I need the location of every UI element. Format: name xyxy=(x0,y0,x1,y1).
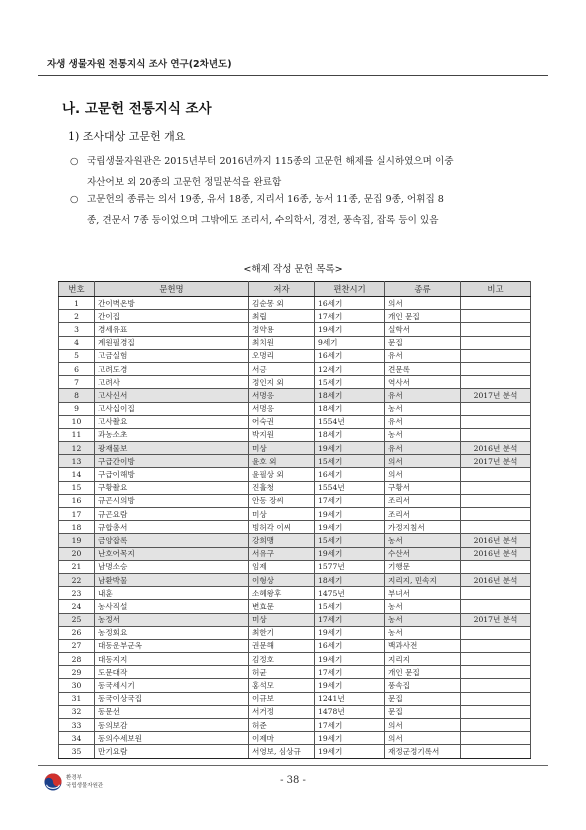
row-note-cell xyxy=(461,666,531,679)
row-title-cell: 구급이해방 xyxy=(95,468,249,481)
row-type-cell: 재정군정기록서 xyxy=(385,745,461,758)
row-type-cell: 농서 xyxy=(385,428,461,441)
row-period-cell: 19세기 xyxy=(315,626,385,639)
row-number-cell: 14 xyxy=(59,468,95,481)
row-title-cell: 농정회요 xyxy=(95,626,249,639)
row-note-cell xyxy=(461,428,531,441)
page-number: - 38 - xyxy=(280,775,306,786)
row-period-cell: 17세기 xyxy=(315,666,385,679)
row-period-cell: 15세기 xyxy=(315,455,385,468)
row-number-cell: 3 xyxy=(59,323,95,336)
table-row xyxy=(59,468,531,481)
row-author-cell: 김순몽 외 xyxy=(249,297,315,310)
row-note-cell xyxy=(461,323,531,336)
table-row xyxy=(59,534,531,547)
row-title-cell: 간이벽온방 xyxy=(95,297,249,310)
table-row xyxy=(59,336,531,349)
row-type-cell: 유서 xyxy=(385,349,461,362)
table-row xyxy=(59,547,531,560)
row-type-cell: 지리지, 민속지 xyxy=(385,573,461,586)
row-number-cell: 33 xyxy=(59,719,95,732)
row-number-cell: 28 xyxy=(59,653,95,666)
row-author-cell: 빙허각 이씨 xyxy=(249,521,315,534)
row-type-cell: 농서 xyxy=(385,402,461,415)
row-number-cell: 32 xyxy=(59,705,95,718)
column-header-type: 종류 xyxy=(385,282,461,297)
row-type-cell: 의서 xyxy=(385,468,461,481)
row-author-cell: 서영보, 심상규 xyxy=(249,745,315,758)
row-title-cell: 고금실험 xyxy=(95,349,249,362)
row-title-cell: 난호어목지 xyxy=(95,547,249,560)
table-row xyxy=(59,653,531,666)
row-note-cell xyxy=(461,719,531,732)
row-note-cell xyxy=(461,705,531,718)
header-divider xyxy=(38,75,548,76)
table-row xyxy=(59,442,531,455)
row-author-cell: 서명응 xyxy=(249,389,315,402)
row-number-cell: 34 xyxy=(59,732,95,745)
row-number-cell: 26 xyxy=(59,626,95,639)
row-number-cell: 5 xyxy=(59,349,95,362)
row-period-cell: 19세기 xyxy=(315,732,385,745)
document-list-table xyxy=(58,281,531,759)
bullet-2-line-2: 종, 견문서 7종 등이었으며 그밖에도 조리서, 수의학서, 경전, 풍속집, 잡록 등이 있음 xyxy=(87,215,439,226)
row-author-cell: 김정호 xyxy=(249,653,315,666)
row-type-cell: 조리서 xyxy=(385,508,461,521)
row-author-cell: 박지원 xyxy=(249,428,315,441)
row-title-cell: 남명소승 xyxy=(95,560,249,573)
row-title-cell: 과농소초 xyxy=(95,428,249,441)
table-row xyxy=(59,560,531,573)
row-period-cell: 1577년 xyxy=(315,560,385,573)
table-row xyxy=(59,428,531,441)
row-author-cell: 어숙권 xyxy=(249,415,315,428)
row-number-cell: 19 xyxy=(59,534,95,547)
row-period-cell: 16세기 xyxy=(315,297,385,310)
row-note-cell xyxy=(461,508,531,521)
row-author-cell: 정약용 xyxy=(249,323,315,336)
table-row xyxy=(59,600,531,613)
row-author-cell: 소혜왕후 xyxy=(249,587,315,600)
row-author-cell: 강희맹 xyxy=(249,534,315,547)
row-type-cell: 지리지 xyxy=(385,653,461,666)
row-title-cell: 동의수세보원 xyxy=(95,732,249,745)
row-author-cell: 서긍 xyxy=(249,362,315,375)
row-number-cell: 30 xyxy=(59,679,95,692)
row-title-cell: 규곤시의방 xyxy=(95,494,249,507)
row-author-cell: 허준 xyxy=(249,719,315,732)
row-note-cell xyxy=(461,297,531,310)
table-row xyxy=(59,705,531,718)
row-number-cell: 17 xyxy=(59,508,95,521)
row-number-cell: 23 xyxy=(59,587,95,600)
row-period-cell: 16세기 xyxy=(315,349,385,362)
table-row xyxy=(59,679,531,692)
row-type-cell: 실학서 xyxy=(385,323,461,336)
row-title-cell: 규합총서 xyxy=(95,521,249,534)
row-period-cell: 19세기 xyxy=(315,442,385,455)
row-author-cell: 최치원 xyxy=(249,336,315,349)
row-title-cell: 내훈 xyxy=(95,587,249,600)
row-note-cell: 2016년 분석 xyxy=(461,442,531,455)
row-number-cell: 10 xyxy=(59,415,95,428)
row-title-cell: 남환박물 xyxy=(95,573,249,586)
row-period-cell: 9세기 xyxy=(315,336,385,349)
row-number-cell: 21 xyxy=(59,560,95,573)
row-number-cell: 15 xyxy=(59,481,95,494)
row-author-cell: 서거정 xyxy=(249,705,315,718)
table-row xyxy=(59,310,531,323)
row-title-cell: 동국세시기 xyxy=(95,679,249,692)
row-period-cell: 18세기 xyxy=(315,402,385,415)
column-header-title: 문헌명 xyxy=(95,282,249,297)
table-row xyxy=(59,745,531,758)
row-title-cell: 경세유표 xyxy=(95,323,249,336)
row-period-cell: 17세기 xyxy=(315,613,385,626)
row-note-cell xyxy=(461,415,531,428)
row-period-cell: 1554년 xyxy=(315,481,385,494)
row-number-cell: 6 xyxy=(59,362,95,375)
row-period-cell: 15세기 xyxy=(315,600,385,613)
row-number-cell: 7 xyxy=(59,376,95,389)
subsection-heading: 1) 조사대상 고문헌 개요 xyxy=(68,130,186,143)
row-title-cell: 농정서 xyxy=(95,613,249,626)
row-type-cell: 견문록 xyxy=(385,362,461,375)
row-author-cell: 안동 장씨 xyxy=(249,494,315,507)
table-row xyxy=(59,692,531,705)
row-note-cell xyxy=(461,587,531,600)
row-note-cell xyxy=(461,349,531,362)
row-title-cell: 도문대작 xyxy=(95,666,249,679)
row-type-cell: 농서 xyxy=(385,626,461,639)
row-period-cell: 19세기 xyxy=(315,679,385,692)
row-title-cell: 광재물보 xyxy=(95,442,249,455)
row-number-cell: 9 xyxy=(59,402,95,415)
row-note-cell xyxy=(461,362,531,375)
table-row xyxy=(59,362,531,375)
bullet-1-line-2: 자산어보 외 20종의 고문헌 정밀분석을 완료함 xyxy=(87,177,282,188)
row-author-cell: 이제마 xyxy=(249,732,315,745)
row-note-cell: 2017년 분석 xyxy=(461,455,531,468)
table-row xyxy=(59,521,531,534)
row-author-cell: 미상 xyxy=(249,613,315,626)
row-type-cell: 의서 xyxy=(385,455,461,468)
row-title-cell: 구급간이방 xyxy=(95,455,249,468)
row-author-cell: 오명리 xyxy=(249,349,315,362)
table-row xyxy=(59,323,531,336)
row-period-cell: 18세기 xyxy=(315,573,385,586)
row-title-cell: 동의보감 xyxy=(95,719,249,732)
row-number-cell: 27 xyxy=(59,639,95,652)
table-row xyxy=(59,481,531,494)
row-note-cell xyxy=(461,402,531,415)
row-type-cell: 풍속집 xyxy=(385,679,461,692)
column-header-note: 비고 xyxy=(461,282,531,297)
row-period-cell: 17세기 xyxy=(315,719,385,732)
row-type-cell: 역사서 xyxy=(385,376,461,389)
row-type-cell: 유서 xyxy=(385,389,461,402)
row-type-cell: 의서 xyxy=(385,297,461,310)
bullet-2-line-1: 고문헌의 종류는 의서 19종, 유서 18종, 지리서 16종, 농서 11종, 문집 9종, 어휘집 8 xyxy=(87,194,444,205)
row-note-cell xyxy=(461,481,531,494)
row-period-cell: 1241년 xyxy=(315,692,385,705)
row-author-cell: 권문해 xyxy=(249,639,315,652)
section-heading: 나. 고문헌 전통지식 조사 xyxy=(62,101,212,117)
row-author-cell: 홍석모 xyxy=(249,679,315,692)
circle-bullet-icon: ○ xyxy=(70,194,79,205)
row-title-cell: 구황촬요 xyxy=(95,481,249,494)
row-note-cell xyxy=(461,376,531,389)
table-body xyxy=(59,297,531,759)
row-note-cell xyxy=(461,600,531,613)
row-note-cell: 2016년 분석 xyxy=(461,534,531,547)
table-row xyxy=(59,455,531,468)
table-row xyxy=(59,639,531,652)
row-note-cell: 2016년 분석 xyxy=(461,547,531,560)
table-row xyxy=(59,297,531,310)
row-author-cell: 허균 xyxy=(249,666,315,679)
row-type-cell: 문집 xyxy=(385,336,461,349)
row-title-cell: 고려사 xyxy=(95,376,249,389)
row-title-cell: 고사십이집 xyxy=(95,402,249,415)
row-period-cell: 16세기 xyxy=(315,468,385,481)
row-number-cell: 11 xyxy=(59,428,95,441)
table-row xyxy=(59,415,531,428)
row-period-cell: 19세기 xyxy=(315,323,385,336)
row-period-cell: 15세기 xyxy=(315,376,385,389)
bullet-paragraph-2 xyxy=(70,189,540,231)
row-type-cell: 구황서 xyxy=(385,481,461,494)
bullet-paragraph-1 xyxy=(70,151,540,193)
row-period-cell: 1554년 xyxy=(315,415,385,428)
row-note-cell xyxy=(461,626,531,639)
footer-ministry-name: 환경부 xyxy=(66,775,82,781)
row-title-cell: 금양잡록 xyxy=(95,534,249,547)
row-title-cell: 고려도경 xyxy=(95,362,249,375)
row-title-cell: 간이집 xyxy=(95,310,249,323)
column-header-period: 편찬시기 xyxy=(315,282,385,297)
row-type-cell: 문집 xyxy=(385,692,461,705)
row-note-cell xyxy=(461,732,531,745)
row-number-cell: 16 xyxy=(59,494,95,507)
table-row xyxy=(59,494,531,507)
table-row xyxy=(59,573,531,586)
table-row xyxy=(59,732,531,745)
row-note-cell xyxy=(461,679,531,692)
row-type-cell: 기행문 xyxy=(385,560,461,573)
table-row xyxy=(59,626,531,639)
row-author-cell: 서유구 xyxy=(249,547,315,560)
row-number-cell: 31 xyxy=(59,692,95,705)
row-period-cell: 19세기 xyxy=(315,521,385,534)
row-number-cell: 18 xyxy=(59,521,95,534)
row-period-cell: 19세기 xyxy=(315,653,385,666)
row-author-cell: 정인지 외 xyxy=(249,376,315,389)
row-number-cell: 13 xyxy=(59,455,95,468)
row-number-cell: 8 xyxy=(59,389,95,402)
column-header-number: 번호 xyxy=(59,282,95,297)
row-number-cell: 4 xyxy=(59,336,95,349)
row-type-cell: 조리서 xyxy=(385,494,461,507)
row-number-cell: 25 xyxy=(59,613,95,626)
table-row xyxy=(59,719,531,732)
table-row xyxy=(59,389,531,402)
row-title-cell: 대동운부군옥 xyxy=(95,639,249,652)
row-author-cell: 최한기 xyxy=(249,626,315,639)
row-number-cell: 22 xyxy=(59,573,95,586)
row-note-cell xyxy=(461,692,531,705)
row-type-cell: 농서 xyxy=(385,613,461,626)
row-title-cell: 만기요람 xyxy=(95,745,249,758)
row-type-cell: 의서 xyxy=(385,732,461,745)
row-period-cell: 18세기 xyxy=(315,389,385,402)
row-note-cell xyxy=(461,494,531,507)
row-type-cell: 문집 xyxy=(385,705,461,718)
table-row xyxy=(59,587,531,600)
row-note-cell xyxy=(461,336,531,349)
row-note-cell xyxy=(461,560,531,573)
row-author-cell: 이형상 xyxy=(249,573,315,586)
table-row xyxy=(59,666,531,679)
row-period-cell: 1475년 xyxy=(315,587,385,600)
row-number-cell: 20 xyxy=(59,547,95,560)
column-header-author: 저자 xyxy=(249,282,315,297)
table-row xyxy=(59,508,531,521)
row-type-cell: 유서 xyxy=(385,442,461,455)
bullet-1-line-1: 국립생물자원관은 2015년부터 2016년까지 115종의 고문헌 해제를 실시하였으며 이중 xyxy=(87,156,454,167)
row-period-cell: 16세기 xyxy=(315,639,385,652)
row-period-cell: 12세기 xyxy=(315,362,385,375)
row-type-cell: 개인 문집 xyxy=(385,310,461,323)
row-number-cell: 29 xyxy=(59,666,95,679)
row-period-cell: 1478년 xyxy=(315,705,385,718)
table-caption: <해제 작성 문헌 목록> xyxy=(243,264,343,275)
row-type-cell: 유서 xyxy=(385,415,461,428)
table-row xyxy=(59,402,531,415)
row-author-cell: 최립 xyxy=(249,310,315,323)
table-header-row xyxy=(59,282,531,297)
row-title-cell: 규곤요람 xyxy=(95,508,249,521)
footer-divider xyxy=(38,765,548,766)
row-title-cell: 대동지지 xyxy=(95,653,249,666)
row-period-cell: 19세기 xyxy=(315,745,385,758)
row-type-cell: 농서 xyxy=(385,534,461,547)
row-author-cell: 이규보 xyxy=(249,692,315,705)
row-note-cell xyxy=(461,521,531,534)
row-title-cell: 동국이상국집 xyxy=(95,692,249,705)
row-type-cell: 의서 xyxy=(385,719,461,732)
row-period-cell: 17세기 xyxy=(315,494,385,507)
row-title-cell: 동문선 xyxy=(95,705,249,718)
row-period-cell: 19세기 xyxy=(315,508,385,521)
row-author-cell: 임제 xyxy=(249,560,315,573)
row-author-cell: 윤필상 외 xyxy=(249,468,315,481)
row-type-cell: 수산서 xyxy=(385,547,461,560)
table-row xyxy=(59,613,531,626)
row-note-cell xyxy=(461,468,531,481)
row-type-cell: 농서 xyxy=(385,600,461,613)
row-note-cell: 2016년 분석 xyxy=(461,573,531,586)
row-note-cell: 2017년 분석 xyxy=(461,613,531,626)
row-number-cell: 24 xyxy=(59,600,95,613)
row-note-cell xyxy=(461,653,531,666)
row-author-cell: 서명응 xyxy=(249,402,315,415)
running-header-title: 자생 생물자원 전통지식 조사 연구(2차년도) xyxy=(47,59,232,70)
row-number-cell: 12 xyxy=(59,442,95,455)
row-number-cell: 35 xyxy=(59,745,95,758)
row-title-cell: 고사촬요 xyxy=(95,415,249,428)
row-period-cell: 17세기 xyxy=(315,310,385,323)
row-number-cell: 2 xyxy=(59,310,95,323)
footer-institute-name: 국립생물자원관 xyxy=(66,783,104,789)
row-note-cell xyxy=(461,310,531,323)
row-author-cell: 진휼청 xyxy=(249,481,315,494)
row-author-cell: 변효문 xyxy=(249,600,315,613)
row-author-cell: 미상 xyxy=(249,442,315,455)
row-type-cell: 부녀서 xyxy=(385,587,461,600)
circle-bullet-icon: ○ xyxy=(70,156,79,167)
row-author-cell: 미상 xyxy=(249,508,315,521)
row-note-cell: 2017년 분석 xyxy=(461,389,531,402)
row-note-cell xyxy=(461,639,531,652)
row-title-cell: 고사신서 xyxy=(95,389,249,402)
row-number-cell: 1 xyxy=(59,297,95,310)
row-type-cell: 가정지침서 xyxy=(385,521,461,534)
row-note-cell xyxy=(461,745,531,758)
row-period-cell: 19세기 xyxy=(315,547,385,560)
table-row xyxy=(59,349,531,362)
row-title-cell: 계원필경집 xyxy=(95,336,249,349)
row-period-cell: 15세기 xyxy=(315,534,385,547)
table-row xyxy=(59,376,531,389)
row-period-cell: 18세기 xyxy=(315,428,385,441)
row-title-cell: 농사직설 xyxy=(95,600,249,613)
row-type-cell: 개인 문집 xyxy=(385,666,461,679)
row-type-cell: 백과사전 xyxy=(385,639,461,652)
row-author-cell: 윤호 외 xyxy=(249,455,315,468)
